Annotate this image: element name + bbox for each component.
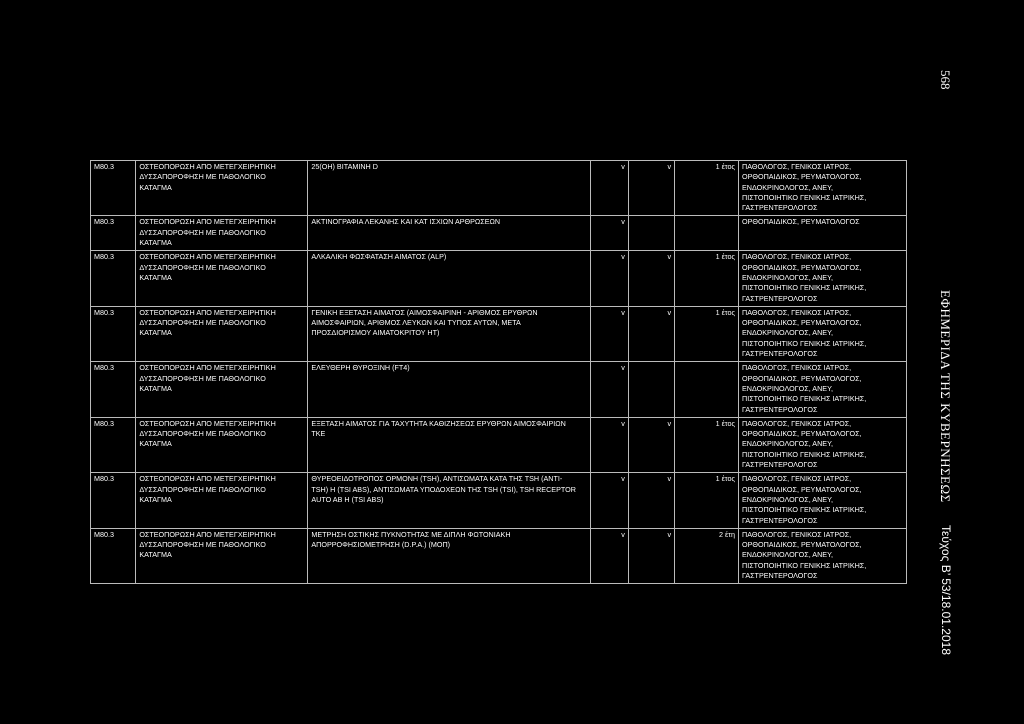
specialty-line: ΕΝΔΟΚΡΙΝΟΛΟΓΟΣ, ΑΝΕΥ, (742, 494, 833, 504)
exam-line: ΤΚΕ (311, 429, 326, 439)
table-row (91, 473, 907, 528)
exam-line: ΕΛΕΥΘΕΡΗ ΘΥΡΟΞΙΝΗ (FT4) (311, 363, 410, 373)
diagnosis-line: ΟΣΤΕΟΠΟΡΩΣΗ ΑΠΟ ΜΕΤΕΓΧΕΙΡΗΤΙΚΗ (139, 307, 276, 317)
check-mark: v (621, 217, 625, 227)
frequency-value: 1 έτος (715, 162, 736, 171)
frequency-cell (675, 251, 739, 306)
specialty-line: ΠΑΘΟΛΟΓΟΣ, ΓΕΝΙΚΟΣ ΙΑΤΡΟΣ, (742, 363, 852, 373)
specialty-line: ΕΝΔΟΚΡΙΝΟΛΟΓΟΣ, ΑΝΕΥ, (742, 182, 833, 192)
check-cell-2 (628, 417, 674, 472)
exam-line: ΠΡΟΣΔΙΟΡΙΣΜΟΥ ΑΙΜΑΤΟΚΡΙΤΟΥ ΗΤ) (311, 328, 440, 338)
diagnosis-line: ΚΑΤΑΓΜΑ (139, 383, 172, 393)
check-cell-1 (590, 473, 628, 528)
specialty-line: ΠΙΣΤΟΠΟΙΗΤΙΚΟ ΓΕΝΙΚΗΣ ΙΑΤΡΙΚΗΣ, (742, 449, 867, 459)
exam-line: ΑΚΤΙΝΟΓΡΑΦΙΑ ΛΕΚΑΝΗΣ ΚΑΙ ΚΑΤ ΙΣΧΙΩΝ ΑΡΘΡΩΣΕΩΝ (311, 217, 501, 227)
specialty-line: ΟΡΘΟΠΑΙΔΙΚΟΣ, ΡΕΥΜΑΤΟΛΟΓΟΣ, (742, 318, 862, 328)
specialty-line: ΠΙΣΤΟΠΟΙΗΤΙΚΟ ΓΕΝΙΚΗΣ ΙΑΤΡΙΚΗΣ, (742, 560, 867, 570)
specialty-line: ΕΝΔΟΚΡΙΝΟΛΟΓΟΣ, ΑΝΕΥ, (742, 439, 833, 449)
frequency-value: 1 έτος (715, 307, 736, 317)
diagnosis-code: M80.3 (94, 162, 114, 171)
specialty-line: ΓΑΣΤΡΕΝΤΕΡΟΛΟΓΟΣ (742, 349, 818, 359)
check-cell-2 (628, 251, 674, 306)
specialty-line: ΕΝΔΟΚΡΙΝΟΛΟΓΟΣ, ΑΝΕΥ, (742, 550, 833, 560)
exam-cell (308, 417, 590, 472)
frequency-value: 1 έτος (715, 474, 736, 484)
table-row (91, 251, 907, 306)
diagnosis-line: ΔΥΣΣΑΠΟΡΟΦΗΣΗ ΜΕ ΠΑΘΟΛΟΓΙΚΟ (139, 318, 266, 328)
specialty-line: ΠΙΣΤΟΠΟΙΗΤΙΚΟ ΓΕΝΙΚΗΣ ΙΑΤΡΙΚΗΣ, (742, 283, 867, 293)
specialty-line: ΓΑΣΤΡΕΝΤΕΡΟΛΟΓΟΣ (742, 570, 818, 580)
exam-cell (308, 362, 590, 417)
table-row (91, 417, 907, 472)
specialties-cell (739, 161, 907, 216)
frequency-value: 1 έτος (715, 418, 736, 428)
frequency-value: 2 έτη (718, 529, 736, 539)
table-row (91, 306, 907, 361)
check-mark: v (667, 162, 672, 171)
issue-label: Τεύχος Β’ 53/18.01.2018 (939, 525, 953, 655)
diagnosis-line: ΔΥΣΣΑΠΟΡΟΦΗΣΗ ΜΕ ΠΑΘΟΛΟΓΙΚΟ (139, 373, 266, 383)
diagnosis-cell (136, 417, 308, 472)
specialty-line: ΟΡΘΟΠΑΙΔΙΚΟΣ, ΡΕΥΜΑΤΟΛΟΓΟΣ, (742, 262, 862, 272)
diagnosis-code: M80.3 (94, 418, 114, 428)
diagnosis-code: M80.3 (94, 307, 114, 317)
diagnosis-cell (136, 216, 308, 251)
check-mark: v (667, 529, 672, 539)
specialties-cell (739, 306, 907, 361)
diagnosis-line: ΟΣΤΕΟΠΟΡΩΣΗ ΑΠΟ ΜΕΤΕΓΧΕΙΡΗΤΙΚΗ (139, 252, 276, 262)
diagnosis-line: ΚΑΤΑΓΜΑ (139, 494, 172, 504)
diagnosis-line: ΚΑΤΑΓΜΑ (139, 182, 172, 192)
diagnosis-line: ΚΑΤΑΓΜΑ (139, 238, 172, 248)
frequency-cell (675, 417, 739, 472)
check-mark: v (621, 418, 625, 428)
specialty-line: ΓΑΣΤΡΕΝΤΕΡΟΛΟΓΟΣ (742, 404, 818, 414)
specialties-cell (739, 473, 907, 528)
diagnosis-line: ΔΥΣΣΑΠΟΡΟΦΗΣΗ ΜΕ ΠΑΘΟΛΟΓΙΚΟ (139, 262, 266, 272)
diagnosis-line: ΚΑΤΑΓΜΑ (139, 550, 172, 560)
diagnosis-code: M80.3 (94, 252, 114, 262)
exam-line: ΘΥΡΕΟΕΙΔΟΤΡΟΠΟΣ ΟΡΜΟΝΗ (TSH), ΑΝΤΙΣΩΜΑΤΑ ΚΑΤΑ ΤΗΣ TSH (ANTI- (311, 474, 563, 484)
check-cell-1 (590, 417, 628, 472)
specialty-line: ΟΡΘΟΠΑΙΔΙΚΟΣ, ΡΕΥΜΑΤΟΛΟΓΟΣ, (742, 373, 862, 383)
exam-table-body (91, 161, 907, 584)
frequency-cell (675, 528, 739, 583)
frequency-cell (675, 306, 739, 361)
specialty-line: ΠΑΘΟΛΟΓΟΣ, ΓΕΝΙΚΟΣ ΙΑΤΡΟΣ, (742, 474, 852, 484)
diagnosis-code: M80.3 (94, 474, 114, 484)
exam-table (90, 160, 907, 584)
specialty-line: ΠΑΘΟΛΟΓΟΣ, ΓΕΝΙΚΟΣ ΙΑΤΡΟΣ, (742, 307, 852, 317)
check-mark: v (621, 162, 625, 171)
code-cell (91, 251, 136, 306)
frequency-cell (675, 362, 739, 417)
table-row (91, 216, 907, 251)
specialty-line: ΕΝΔΟΚΡΙΝΟΛΟΓΟΣ, ΑΝΕΥ, (742, 328, 833, 338)
diagnosis-cell (136, 528, 308, 583)
specialty-line: ΕΝΔΟΚΡΙΝΟΛΟΓΟΣ, ΑΝΕΥ, (742, 383, 833, 393)
diagnosis-cell (136, 306, 308, 361)
exam-line: ΑΠΟΡΡΟΦΗΣΙΟΜΕΤΡΗΣΗ (D.P.A.) (ΜΟΠ) (311, 540, 451, 550)
specialty-line: ΓΑΣΤΡΕΝΤΕΡΟΛΟΓΟΣ (742, 515, 818, 525)
specialty-line: ΟΡΘΟΠΑΙΔΙΚΟΣ, ΡΕΥΜΑΤΟΛΟΓΟΣ, (742, 484, 862, 494)
specialty-line: ΠΙΣΤΟΠΟΙΗΤΙΚΟ ΓΕΝΙΚΗΣ ΙΑΤΡΙΚΗΣ, (742, 394, 867, 404)
exam-cell (308, 306, 590, 361)
check-cell-1 (590, 362, 628, 417)
diagnosis-cell (136, 473, 308, 528)
exam-line: ΜΕΤΡΗΣΗ ΟΣΤΙΚΗΣ ΠΥΚΝΟΤΗΤΑΣ ΜΕ ΔΙΠΛΗ ΦΩΤΟΝΙΑΚΗ (311, 529, 511, 539)
specialty-line: ΟΡΘΟΠΑΙΔΙΚΟΣ, ΡΕΥΜΑΤΟΛΟΓΟΣ (742, 217, 860, 227)
exam-line: ΓΕΝΙΚΗ ΕΞΕΤΑΣΗ ΑΙΜΑΤΟΣ (ΑΙΜΟΣΦΑΙΡΙΝΗ - ΑΡΙΘΜΟΣ ΕΡΥΘΡΩΝ (311, 307, 538, 317)
check-cell-2 (628, 161, 674, 216)
diagnosis-line: ΚΑΤΑΓΜΑ (139, 272, 172, 282)
exam-cell (308, 216, 590, 251)
exam-cell (308, 251, 590, 306)
specialties-cell (739, 362, 907, 417)
specialty-line: ΠΙΣΤΟΠΟΙΗΤΙΚΟ ΓΕΝΙΚΗΣ ΙΑΤΡΙΚΗΣ, (742, 192, 867, 202)
check-mark: v (667, 307, 672, 317)
diagnosis-code: M80.3 (94, 217, 114, 227)
check-cell-2 (628, 528, 674, 583)
exam-line: 25(ΟΗ) ΒΙΤΑΜΙΝΗ D (311, 162, 378, 171)
specialty-line: ΟΡΘΟΠΑΙΔΙΚΟΣ, ΡΕΥΜΑΤΟΛΟΓΟΣ, (742, 429, 862, 439)
specialty-line: ΟΡΘΟΠΑΙΔΙΚΟΣ, ΡΕΥΜΑΤΟΛΟΓΟΣ, (742, 172, 862, 182)
diagnosis-line: ΟΣΤΕΟΠΟΡΩΣΗ ΑΠΟ ΜΕΤΕΓΧΕΙΡΗΤΙΚΗ (139, 474, 276, 484)
page-number: 568 (938, 70, 953, 90)
table-row (91, 528, 907, 583)
check-cell-2 (628, 216, 674, 251)
check-cell-1 (590, 251, 628, 306)
specialty-line: ΕΝΔΟΚΡΙΝΟΛΟΓΟΣ, ΑΝΕΥ, (742, 272, 833, 282)
diagnosis-line: ΔΥΣΣΑΠΟΡΟΦΗΣΗ ΜΕ ΠΑΘΟΛΟΓΙΚΟ (139, 172, 266, 182)
diagnosis-cell (136, 251, 308, 306)
code-cell (91, 528, 136, 583)
check-cell-2 (628, 306, 674, 361)
exam-line: ΑΙΜΟΣΦΑΙΡΙΩΝ, ΑΡΙΘΜΟΣ ΛΕΥΚΩΝ ΚΑΙ ΤΥΠΟΣ ΑΥΤΩΝ, ΜΕΤΑ (311, 318, 521, 328)
exam-cell (308, 528, 590, 583)
specialty-line: ΠΑΘΟΛΟΓΟΣ, ΓΕΝΙΚΟΣ ΙΑΤΡΟΣ, (742, 162, 852, 171)
code-cell (91, 216, 136, 251)
journal-name: ΕΦΗΜΕΡΙΔΑ ΤΗΣ ΚΥΒΕΡΝΗΣΕΩΣ (938, 290, 953, 503)
specialties-cell (739, 216, 907, 251)
code-cell (91, 161, 136, 216)
exam-cell (308, 161, 590, 216)
check-mark: v (621, 363, 625, 373)
code-cell (91, 473, 136, 528)
diagnosis-line: ΚΑΤΑΓΜΑ (139, 439, 172, 449)
exam-line: ΑΛΚΑΛΙΚΗ ΦΩΣΦΑΤΑΣΗ ΑΙΜΑΤΟΣ (ALP) (311, 252, 447, 262)
frequency-cell (675, 473, 739, 528)
exam-line: AUTO AB H (TSI ABS) (311, 494, 384, 504)
specialties-cell (739, 417, 907, 472)
diagnosis-line: ΟΣΤΕΟΠΟΡΩΣΗ ΑΠΟ ΜΕΤΕΓΧΕΙΡΗΤΙΚΗ (139, 217, 276, 227)
diagnosis-code: M80.3 (94, 529, 114, 539)
diagnosis-line: ΔΥΣΣΑΠΟΡΟΦΗΣΗ ΜΕ ΠΑΘΟΛΟΓΙΚΟ (139, 540, 266, 550)
specialty-line: ΠΙΣΤΟΠΟΙΗΤΙΚΟ ΓΕΝΙΚΗΣ ΙΑΤΡΙΚΗΣ, (742, 338, 867, 348)
frequency-cell (675, 161, 739, 216)
table-row (91, 161, 907, 216)
diagnosis-line: ΔΥΣΣΑΠΟΡΟΦΗΣΗ ΜΕ ΠΑΘΟΛΟΓΙΚΟ (139, 484, 266, 494)
check-mark: v (621, 474, 625, 484)
specialty-line: ΠΑΘΟΛΟΓΟΣ, ΓΕΝΙΚΟΣ ΙΑΤΡΟΣ, (742, 529, 852, 539)
check-mark: v (667, 418, 672, 428)
code-cell (91, 417, 136, 472)
check-cell-2 (628, 362, 674, 417)
diagnosis-line: ΟΣΤΕΟΠΟΡΩΣΗ ΑΠΟ ΜΕΤΕΓΧΕΙΡΗΤΙΚΗ (139, 418, 276, 428)
diagnosis-cell (136, 161, 308, 216)
check-mark: v (621, 529, 625, 539)
specialty-line: ΓΑΣΤΡΕΝΤΕΡΟΛΟΓΟΣ (742, 203, 818, 213)
diagnosis-line: ΟΣΤΕΟΠΟΡΩΣΗ ΑΠΟ ΜΕΤΕΓΧΕΙΡΗΤΙΚΗ (139, 529, 276, 539)
check-mark: v (621, 252, 625, 262)
specialty-line: ΠΑΘΟΛΟΓΟΣ, ΓΕΝΙΚΟΣ ΙΑΤΡΟΣ, (742, 252, 852, 262)
diagnosis-cell (136, 362, 308, 417)
specialty-line: ΓΑΣΤΡΕΝΤΕΡΟΛΟΓΟΣ (742, 460, 818, 470)
check-cell-2 (628, 473, 674, 528)
check-cell-1 (590, 528, 628, 583)
diagnosis-line: ΟΣΤΕΟΠΟΡΩΣΗ ΑΠΟ ΜΕΤΕΓΧΕΙΡΗΤΙΚΗ (139, 162, 276, 171)
code-cell (91, 306, 136, 361)
frequency-cell (675, 216, 739, 251)
diagnosis-line: ΔΥΣΣΑΠΟΡΟΦΗΣΗ ΜΕ ΠΑΘΟΛΟΓΙΚΟ (139, 429, 266, 439)
diagnosis-line: ΚΑΤΑΓΜΑ (139, 328, 172, 338)
specialties-cell (739, 528, 907, 583)
diagnosis-code: M80.3 (94, 363, 114, 373)
check-mark: v (667, 474, 672, 484)
specialty-line: ΠΙΣΤΟΠΟΙΗΤΙΚΟ ΓΕΝΙΚΗΣ ΙΑΤΡΙΚΗΣ, (742, 505, 867, 515)
specialty-line: ΠΑΘΟΛΟΓΟΣ, ΓΕΝΙΚΟΣ ΙΑΤΡΟΣ, (742, 418, 852, 428)
diagnosis-line: ΔΥΣΣΑΠΟΡΟΦΗΣΗ ΜΕ ΠΑΘΟΛΟΓΙΚΟ (139, 227, 266, 237)
specialty-line: ΟΡΘΟΠΑΙΔΙΚΟΣ, ΡΕΥΜΑΤΟΛΟΓΟΣ, (742, 540, 862, 550)
check-mark: v (621, 307, 625, 317)
check-cell-1 (590, 161, 628, 216)
check-cell-1 (590, 216, 628, 251)
check-mark: v (667, 252, 672, 262)
code-cell (91, 362, 136, 417)
check-cell-1 (590, 306, 628, 361)
exam-line: TSH) H (TSI ABS), ΑΝΤΙΣΩΜΑΤΑ ΥΠΟΔΟΧΕΩΝ ΤΗΣ TSH (TSI), TSH RECEPTOR (311, 484, 576, 494)
specialties-cell (739, 251, 907, 306)
exam-line: ΕΞΕΤΑΣΗ ΑΙΜΑΤΟΣ ΓΙΑ ΤΑΧΥΤΗΤΑ ΚΑΘΙΖΗΣΕΩΣ ΕΡΥΘΡΩΝ ΑΙΜΟΣΦΑΙΡΙΩΝ (311, 418, 566, 428)
frequency-value: 1 έτος (715, 252, 736, 262)
table-row (91, 362, 907, 417)
specialty-line: ΓΑΣΤΡΕΝΤΕΡΟΛΟΓΟΣ (742, 293, 818, 303)
exam-cell (308, 473, 590, 528)
diagnosis-line: ΟΣΤΕΟΠΟΡΩΣΗ ΑΠΟ ΜΕΤΕΓΧΕΙΡΗΤΙΚΗ (139, 363, 276, 373)
